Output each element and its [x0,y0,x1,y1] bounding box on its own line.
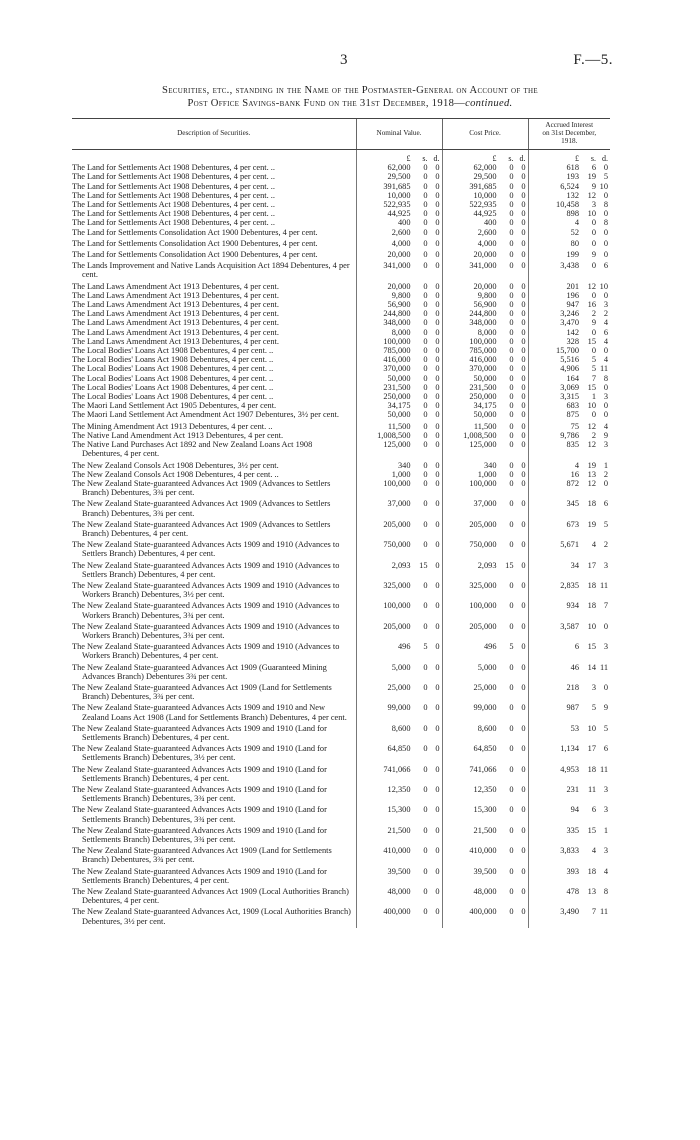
nominal-value: 325,000 0 0 [356,581,442,601]
table-row [72,422,610,431]
accrued-interest: 196 0 0 [528,291,610,300]
security-description: The New Zealand State-guaranteed Advances Act 1909 (Advances to Settlers Branch) Debentures, 3¾ per cent. [72,478,331,498]
cost-price: 400 0 0 [442,218,528,227]
nominal-value: 9,800 0 0 [356,291,442,300]
security-description: The Land Laws Amendment Act 1913 Debentures, 4 per cent. [72,281,279,291]
table-row [72,200,610,209]
table-row [72,805,610,825]
cost-price: 341,000 0 0 [442,261,528,281]
nominal-value: 62,000 0 0 [356,163,442,172]
security-description: The New Zealand State-guaranteed Advances Act 1909 (Local Authorities Branch) Debentures, 4 per cent. [72,887,349,906]
table-row [72,479,610,499]
table-row [72,846,610,866]
accrued-interest: 4 0 8 [528,218,610,227]
nominal-value: 5,000 0 0 [356,663,442,683]
cost-price: 2,093 15 0 [442,561,528,581]
table-row [72,318,610,327]
title-line-1: Securities, etc., standing in the Name of the Postmaster-General on Account of the [162,85,538,96]
accrued-interest: 53 10 5 [528,724,610,744]
accrued-interest: 947 16 3 [528,300,610,309]
table-row [72,642,610,662]
nominal-value: 8,000 0 0 [356,328,442,337]
cost-price: 25,000 0 0 [442,683,528,703]
security-description: The Land Laws Amendment Act 1913 Debentures, 4 per cent. [72,300,279,310]
cost-price: 100,000 0 0 [442,601,528,621]
nominal-value: 12,350 0 0 [356,785,442,805]
table-row [72,218,610,227]
nominal-value: 56,900 0 0 [356,300,442,309]
header-accrued-interest: Accrued Interest on 31st December, 1918. [528,119,610,150]
table-row [72,209,610,218]
table-row [72,163,610,172]
cost-price: 244,800 0 0 [442,309,528,318]
nominal-value: 1,008,500 0 0 [356,431,442,440]
accrued-interest: 34 17 3 [528,561,610,581]
security-description: The New Zealand State-guaranteed Advances Acts 1909 and 1910 (Advances to Workers Branch) Debentures, 3¾ per cent. [72,601,340,620]
cost-price: 39,500 0 0 [442,867,528,887]
nominal-value: 37,000 0 0 [356,499,442,519]
accrued-interest: 335 15 1 [528,826,610,846]
accrued-interest: 94 6 3 [528,805,610,825]
security-description: The New Zealand Consols Act 1908 Debentures, 3½ per cent. [72,460,279,470]
nominal-value: 20,000 0 0 [356,282,442,291]
security-description: The Land Laws Amendment Act 1913 Debentures, 4 per cent. [72,290,279,300]
table-row [72,826,610,846]
security-description: The New Zealand State-guaranteed Advances Act 1909 (Advances to Settlers Branch) Debentures, 4 per cent. [72,519,331,538]
cost-price: 416,000 0 0 [442,355,528,364]
security-description: The Land for Settlements Act 1908 Debentures, 4 per cent. .. [72,218,275,228]
table-row [72,724,610,744]
nominal-value: 8,600 0 0 [356,724,442,744]
accrued-interest: 3,438 0 6 [528,261,610,281]
table-row [72,364,610,373]
cost-price: 100,000 0 0 [442,337,528,346]
accrued-interest: 201 12 10 [528,282,610,291]
currency-units-row: £ s. d. £ s. d. £ s. d. [72,154,610,163]
nominal-value: 100,000 0 0 [356,479,442,499]
cost-price: 340 0 0 [442,461,528,470]
nominal-value: 522,935 0 0 [356,200,442,209]
nominal-value: 39,500 0 0 [356,867,442,887]
table-row [72,250,610,261]
cost-price: 370,000 0 0 [442,364,528,373]
security-description: The Land Laws Amendment Act 1913 Debentures, 4 per cent. [72,327,279,337]
accrued-interest: 3,246 2 2 [528,309,610,318]
security-description: The New Zealand State-guaranteed Advances Acts 1909 and 1910 (Land for Settlements Branch) Debentures, 4 per cent. [72,764,327,783]
accrued-interest: 199 9 0 [528,250,610,261]
table-row [72,887,610,907]
accrued-interest: 3,069 15 0 [528,383,610,392]
table-row [72,663,610,683]
accrued-interest: 6 15 3 [528,642,610,662]
accrued-interest: 898 10 0 [528,209,610,218]
cost-price: 15,300 0 0 [442,805,528,825]
cost-price: 62,000 0 0 [442,163,528,172]
security-description: The New Zealand State-guaranteed Advances Acts 1909 and 1910 (Land for Settlements Branch) Debentures, 4 per cent. [72,723,327,742]
security-description: The Land Laws Amendment Act 1913 Debentures, 4 per cent. [72,336,279,346]
nominal-value: 340 0 0 [356,461,442,470]
cost-price: 11,500 0 0 [442,422,528,431]
security-description: The New Zealand State-guaranteed Advances Acts 1909 and 1910 (Advances to Settlers Branch) Debentures, 4 per cent. [72,560,340,579]
accrued-interest: 16 13 2 [528,470,610,479]
table-row [72,561,610,581]
nominal-value: 50,000 0 0 [356,410,442,421]
accrued-interest: 4 19 1 [528,461,610,470]
nominal-value: 99,000 0 0 [356,703,442,723]
table-row [72,383,610,392]
nominal-value: 785,000 0 0 [356,346,442,355]
accrued-interest: 142 0 6 [528,328,610,337]
accrued-interest: 835 12 3 [528,440,610,460]
nominal-value: 341,000 0 0 [356,261,442,281]
nominal-value: 205,000 0 0 [356,622,442,642]
table-row [72,261,610,281]
security-description: The Maori Land Settlement Act 1905 Debentures, 4 per cent. [72,401,277,411]
table-row [72,410,610,421]
nominal-value: 416,000 0 0 [356,355,442,364]
security-description: The Native Land Amendment Act 1913 Debentures, 4 per cent. [72,430,284,440]
cost-price: 56,900 0 0 [442,300,528,309]
accrued-interest: 875 0 0 [528,410,610,421]
table-row [72,520,610,540]
accrued-interest: 15,700 0 0 [528,346,610,355]
table-row [72,703,610,723]
nominal-value: 34,175 0 0 [356,401,442,410]
table-row [72,346,610,355]
nominal-value: 400 0 0 [356,218,442,227]
table-row [72,172,610,181]
accrued-interest: 478 13 8 [528,887,610,907]
cost-price: 20,000 0 0 [442,282,528,291]
accrued-interest: 3,470 9 4 [528,318,610,327]
cost-price: 2,600 0 0 [442,228,528,239]
security-description: The New Zealand State-guaranteed Advances Acts 1909 and 1910 (Advances to Workers Branch) Debentures, 3¾ per cent. [72,621,340,640]
table-row [72,440,610,460]
cost-price: 750,000 0 0 [442,540,528,560]
security-description: The New Zealand State-guaranteed Advances Acts 1909 and 1910 (Advances to Workers Branch) Debentures, 3½ per cent. [72,580,340,600]
table-row [72,461,610,470]
cost-price: 50,000 0 0 [442,374,528,383]
table-row [72,182,610,191]
security-description: The Mining Amendment Act 1913 Debentures, 4 per cent. .. [72,421,273,431]
title-line-2: Post Office Savings-bank Fund on the 31st December, 1918—continued. [187,98,513,109]
cost-price: 48,000 0 0 [442,887,528,907]
nominal-value: 750,000 0 0 [356,540,442,560]
accrued-interest: 132 12 0 [528,191,610,200]
table-row [72,300,610,309]
nominal-value: 391,685 0 0 [356,182,442,191]
continued-label: continued. [465,98,513,109]
table-row [72,744,610,764]
cost-price: 8,600 0 0 [442,724,528,744]
security-description: The New Zealand State-guaranteed Advances Act 1909 (Land for Settlements Branch) Debentures, 3¾ per cent. [72,682,332,702]
security-description: The New Zealand State-guaranteed Advances Acts 1909 and 1910 (Advances to Workers Branch) Debentures, 4 per cent. [72,642,340,661]
table-row [72,282,610,291]
security-description: The New Zealand State-guaranteed Advances Acts 1909 and 1910 (Land for Settlements Branch) Debentures, 3¾ per cent. [72,825,327,845]
nominal-value: 205,000 0 0 [356,520,442,540]
securities-table [72,118,610,928]
cost-price: 1,000 0 0 [442,470,528,479]
table-row [72,683,610,703]
security-description: The New Zealand State-guaranteed Advances Acts 1909 and 1910 (Land for Settlements Branch) Debentures, 3½ per cent. [72,744,327,763]
table-row [72,499,610,519]
cost-price: 64,850 0 0 [442,744,528,764]
accrued-interest: 393 18 4 [528,867,610,887]
nominal-value: 1,000 0 0 [356,470,442,479]
security-description: The New Zealand State-guaranteed Advances Act 1909 (Advances to Settlers Branch) Debentures, 3¾ per cent. [72,499,331,518]
cost-price: 522,935 0 0 [442,200,528,209]
security-description: The Land for Settlements Consolidation Act 1900 Debentures, 4 per cent. [72,227,318,237]
accrued-interest: 345 18 6 [528,499,610,519]
cost-price: 5,000 0 0 [442,663,528,683]
nominal-value: 2,093 15 0 [356,561,442,581]
table-row [72,867,610,887]
nominal-value: 50,000 0 0 [356,374,442,383]
page-reference: F.—5. [573,52,613,68]
table-row [72,401,610,410]
nominal-value: 125,000 0 0 [356,440,442,460]
nominal-value: 29,500 0 0 [356,172,442,181]
cost-price: 205,000 0 0 [442,622,528,642]
security-description: The Maori Land Settlement Act Amendment Act 1907 Debentures, 3½ per cent. [72,410,339,420]
nominal-value: 231,500 0 0 [356,383,442,392]
security-description: The Land for Settlements Consolidation Act 1900 Debentures, 4 per cent. [72,238,318,248]
table-row [72,581,610,601]
accrued-interest: 2,835 18 11 [528,581,610,601]
nominal-value: 20,000 0 0 [356,250,442,261]
table-header-row [72,119,610,150]
nominal-value: 100,000 0 0 [356,337,442,346]
cost-price: 100,000 0 0 [442,479,528,499]
table-row [72,622,610,642]
security-description: The New Zealand State-guaranteed Advances Act, 1909 (Local Authorities Branch) Debentures, 3½ per cent. [72,907,351,926]
nominal-value: 15,300 0 0 [356,805,442,825]
nominal-value: 4,000 0 0 [356,239,442,250]
cost-price: 785,000 0 0 [442,346,528,355]
accrued-interest: 5,516 5 4 [528,355,610,364]
accrued-interest: 673 19 5 [528,520,610,540]
cost-price: 20,000 0 0 [442,250,528,261]
security-description: The New Zealand State-guaranteed Advances Acts 1909 and 1910 and New Zealand Loans Act 1908 (Land for Settlements Branch) Debentures, 4 per cent. [72,703,347,722]
nominal-value: 348,000 0 0 [356,318,442,327]
security-description: The New Zealand State-guaranteed Advances Acts 1909 and 1910 (Advances to Settlers Branch) Debentures, 4 per cent. [72,540,340,559]
nominal-value: 370,000 0 0 [356,364,442,373]
security-description: The Lands Improvement and Native Lands Acquisition Act 1894 Debentures, 4 per cent. [72,261,350,280]
cost-price: 99,000 0 0 [442,703,528,723]
security-description: The New Zealand State-guaranteed Advances Acts 1909 and 1910 (Land for Settlements Branch) Debentures, 3¾ per cent. [72,805,327,824]
table-row [72,191,610,200]
accrued-interest: 231 11 3 [528,785,610,805]
security-description: The Local Bodies' Loans Act 1908 Debentures, 4 per cent. .. [72,355,274,365]
accrued-interest: 3,587 10 0 [528,622,610,642]
table-row [72,765,610,785]
header-description: Description of Securities. [72,119,356,150]
table-row [72,907,610,927]
header-nominal-value: Nominal Value. [356,119,442,150]
cost-price: 1,008,500 0 0 [442,431,528,440]
cost-price: 50,000 0 0 [442,410,528,421]
nominal-value: 44,925 0 0 [356,209,442,218]
security-description: The Local Bodies' Loans Act 1908 Debentures, 4 per cent. .. [72,364,274,374]
cost-price: 4,000 0 0 [442,239,528,250]
page-number: 3 [340,52,348,68]
accrued-interest: 683 10 0 [528,401,610,410]
cost-price: 21,500 0 0 [442,826,528,846]
accrued-interest: 3,315 1 3 [528,392,610,401]
table-row [72,540,610,560]
cost-price: 410,000 0 0 [442,846,528,866]
security-description: The Land Laws Amendment Act 1913 Debentures, 4 per cent. [72,318,279,328]
header-cost-price: Cost Price. [442,119,528,150]
security-description: The Native Land Purchases Act 1892 and New Zealand Loans Act 1908 Debentures, 4 per cent. [72,440,313,459]
security-description: The New Zealand Consols Act 1908 Debentures, 4 per cent. .. [72,469,279,479]
accrued-interest: 4,953 18 11 [528,765,610,785]
nominal-value: 25,000 0 0 [356,683,442,703]
cost-price: 231,500 0 0 [442,383,528,392]
accrued-interest: 6,524 9 10 [528,182,610,191]
security-description: The New Zealand State-guaranteed Advances Acts 1909 and 1910 (Land for Settlements Branch) Debentures, 4 per cent. [72,866,327,885]
security-description: The Local Bodies' Loans Act 1908 Debentures, 4 per cent. .. [72,382,274,392]
table-row [72,601,610,621]
cost-price: 741,066 0 0 [442,765,528,785]
cost-price: 125,000 0 0 [442,440,528,460]
accrued-interest: 52 0 0 [528,228,610,239]
cost-price: 34,175 0 0 [442,401,528,410]
security-description: The Land for Settlements Act 1908 Debentures, 4 per cent. .. [72,200,275,210]
accrued-interest: 5,671 4 2 [528,540,610,560]
accrued-interest: 9,786 2 9 [528,431,610,440]
nominal-value: 11,500 0 0 [356,422,442,431]
security-description: The Land for Settlements Act 1908 Debentures, 4 per cent. .. [72,190,275,200]
security-description: The Land for Settlements Consolidation Act 1900 Debentures, 4 per cent. [72,250,318,260]
accrued-interest: 80 0 0 [528,239,610,250]
cost-price: 391,685 0 0 [442,182,528,191]
nominal-value: 21,500 0 0 [356,826,442,846]
page-title [60,84,640,110]
table-row [72,470,610,479]
cost-price: 29,500 0 0 [442,172,528,181]
table-row [72,239,610,250]
accrued-interest: 987 5 9 [528,703,610,723]
cost-price: 348,000 0 0 [442,318,528,327]
cost-price: 400,000 0 0 [442,907,528,927]
security-description: The New Zealand State-guaranteed Advances Acts 1909 and 1910 (Land for Settlements Branch) Debentures, 3¾ per cent. [72,785,327,804]
accrued-interest: 193 19 5 [528,172,610,181]
nominal-value: 496 5 0 [356,642,442,662]
table-row [72,337,610,346]
accrued-interest: 328 15 4 [528,337,610,346]
security-description: The Land Laws Amendment Act 1913 Debentures, 4 per cent. [72,309,279,319]
accrued-interest: 164 7 8 [528,374,610,383]
table-row [72,309,610,318]
cost-price: 9,800 0 0 [442,291,528,300]
accrued-interest: 4,906 5 11 [528,364,610,373]
security-description: The New Zealand State-guaranteed Advances Act 1909 (Guaranteed Mining Advances Branch) Debentures 3¾ per cent. [72,662,327,681]
accrued-interest: 75 12 4 [528,422,610,431]
security-description: The Local Bodies' Loans Act 1908 Debentures, 4 per cent. .. [72,346,274,356]
nominal-value: 2,600 0 0 [356,228,442,239]
table-row [72,392,610,401]
nominal-value: 10,000 0 0 [356,191,442,200]
security-description: The Land for Settlements Act 1908 Debentures, 4 per cent. .. [72,209,275,219]
accrued-interest: 3,833 4 3 [528,846,610,866]
table-row [72,355,610,364]
security-description: The Land for Settlements Act 1908 Debentures, 4 per cent. .. [72,172,275,182]
cost-price: 44,925 0 0 [442,209,528,218]
nominal-value: 410,000 0 0 [356,846,442,866]
security-description: The Land for Settlements Act 1908 Debentures, 4 per cent. .. [72,181,275,191]
nominal-value: 100,000 0 0 [356,601,442,621]
nominal-value: 400,000 0 0 [356,907,442,927]
cost-price: 250,000 0 0 [442,392,528,401]
security-description: The Local Bodies' Loans Act 1908 Debentures, 4 per cent. .. [72,392,274,402]
table-row [72,785,610,805]
accrued-interest: 1,134 17 6 [528,744,610,764]
accrued-interest: 872 12 0 [528,479,610,499]
table-row [72,328,610,337]
accrued-interest: 10,458 3 8 [528,200,610,209]
security-description: The New Zealand State-guaranteed Advances Act 1909 (Land for Settlements Branch) Debentures, 3¾ per cent. [72,846,332,865]
cost-price: 325,000 0 0 [442,581,528,601]
nominal-value: 48,000 0 0 [356,887,442,907]
cost-price: 496 5 0 [442,642,528,662]
accrued-interest: 218 3 0 [528,683,610,703]
nominal-value: 244,800 0 0 [356,309,442,318]
security-description: The Local Bodies' Loans Act 1908 Debentures, 4 per cent. .. [72,373,274,383]
table-row [72,228,610,239]
nominal-value: 64,850 0 0 [356,744,442,764]
table-row [72,431,610,440]
cost-price: 8,000 0 0 [442,328,528,337]
nominal-value: 250,000 0 0 [356,392,442,401]
security-description: The Land for Settlements Act 1908 Debentures, 4 per cent. .. [72,163,275,173]
cost-price: 10,000 0 0 [442,191,528,200]
table-row [72,374,610,383]
table-row [72,291,610,300]
accrued-interest: 3,490 7 11 [528,907,610,927]
nominal-value: 741,066 0 0 [356,765,442,785]
cost-price: 12,350 0 0 [442,785,528,805]
accrued-interest: 46 14 11 [528,663,610,683]
cost-price: 205,000 0 0 [442,520,528,540]
cost-price: 37,000 0 0 [442,499,528,519]
accrued-interest: 934 18 7 [528,601,610,621]
accrued-interest: 618 6 0 [528,163,610,172]
